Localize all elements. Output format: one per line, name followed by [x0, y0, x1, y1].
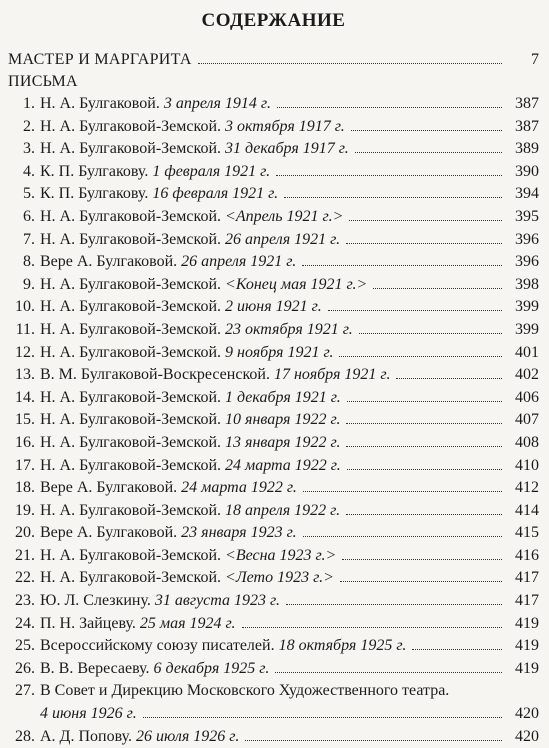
dot-leader [347, 401, 502, 402]
entry-recipient: К. П. Булгакову. [40, 162, 149, 180]
entry-number: 5. [23, 185, 35, 203]
dot-leader [303, 491, 502, 492]
entry-number: 3. [23, 140, 35, 158]
entry-number: 15. [15, 411, 35, 429]
entry-date: 1 декабря 1921 г. [225, 388, 341, 406]
entry-recipient: Н. А. Булгаковой-Земской. [40, 207, 222, 225]
entry-date: 31 декабря 1917 г. [225, 140, 349, 158]
page-number: 419 [515, 659, 539, 677]
list-item [8, 251, 539, 274]
entry-date: <Весна 1923 г.> [225, 546, 337, 564]
entry-number: 18. [15, 479, 35, 497]
list-item [8, 138, 539, 161]
entry-date: 10 января 1922 г. [225, 411, 341, 429]
entry-date: 3 апреля 1914 г. [163, 95, 271, 112]
page-title: СОДЕРЖАНИЕ [201, 10, 346, 31]
page-number: 399 [515, 320, 539, 338]
page-number: 390 [515, 162, 539, 180]
entry-date: 1 февраля 1921 г. [152, 162, 271, 180]
list-item [8, 229, 539, 252]
page-number: 389 [515, 140, 539, 158]
page-number: 417 [515, 592, 539, 610]
entry-number: 28. [15, 727, 35, 745]
entry-recipient: Вере А. Булгаковой. [40, 479, 178, 497]
list-item [8, 161, 539, 184]
entry-date: 26 апреля 1921 г. [225, 230, 341, 248]
entry-date: 25 мая 1924 г. [139, 614, 236, 632]
dot-leader [328, 310, 502, 311]
entry-number: 27. [15, 682, 35, 700]
dot-leader [302, 265, 502, 266]
list-item [8, 116, 539, 139]
list-item [8, 477, 539, 500]
entry-recipient: П. Н. Зайцеву. [40, 614, 136, 632]
entry-recipient: К. П. Булгакову. [40, 185, 149, 203]
dot-leader [373, 288, 502, 289]
list-item [8, 455, 539, 478]
entry-date: 31 августа 1923 г. [154, 592, 281, 610]
letters-list [8, 93, 539, 748]
section-title: ПИСЬМА [8, 73, 78, 90]
list-item [8, 635, 539, 658]
dot-leader [396, 378, 502, 379]
dot-leader [277, 107, 502, 108]
entry-number: 10. [15, 298, 35, 316]
list-item [8, 387, 539, 410]
entry-recipient: В Совет и Дирекцию Московского Художественного театра. [40, 682, 450, 700]
entry-date: 16 февраля 1921 г. [152, 185, 279, 203]
entry-date: 18 октября 1925 г. [278, 637, 407, 655]
page-number: 398 [515, 275, 539, 293]
entry-date: <Конец мая 1921 г.> [225, 275, 368, 293]
entry-recipient: Н. А. Булгаковой-Земской. [40, 411, 222, 429]
entry-date: 3 октября 1917 г. [225, 117, 345, 135]
list-item [8, 726, 539, 748]
entry-number: 25. [15, 637, 35, 655]
entry-date: 18 апреля 1922 г. [225, 501, 341, 519]
entry-date: 4 июня 1926 г. [40, 705, 137, 723]
entry-recipient: Н. А. Булгаковой-Земской. [40, 275, 222, 293]
dot-leader [346, 423, 502, 424]
page-number: 402 [515, 366, 539, 384]
dot-leader [339, 356, 502, 357]
list-item [8, 274, 539, 297]
list-item [8, 522, 539, 545]
page-number: 410 [515, 456, 539, 474]
dot-leader [351, 130, 502, 131]
entry-number: 4. [23, 162, 35, 180]
page-number: 407 [515, 411, 539, 429]
entry-date: 13 января 1922 г. [225, 433, 341, 451]
entry-date: 24 марта 1922 г. [181, 479, 297, 497]
page-number: 406 [515, 388, 539, 406]
entry-recipient: Н. А. Булгаковой-Земской. [40, 298, 222, 316]
dot-leader [242, 627, 502, 628]
page-number: 387 [515, 117, 539, 135]
section-master-and-margarita [8, 49, 539, 71]
entry-date: 6 декабря 1925 г. [153, 659, 270, 677]
entry-recipient: Н. А. Булгаковой-Земской. [40, 320, 222, 338]
entry-date: <Лето 1923 г.> [225, 569, 334, 587]
entry-recipient: Ю. Л. Слезкину. [40, 592, 151, 610]
entry-recipient: А. Д. Попову. [40, 727, 132, 745]
page-number: 387 [515, 95, 539, 112]
list-item [8, 545, 539, 568]
page-number: 414 [515, 501, 539, 519]
entry-number: 20. [15, 524, 35, 542]
entry-date: 24 марта 1922 г. [225, 456, 341, 474]
page-number: 394 [515, 185, 539, 203]
entry-recipient: Н. А. Булгаковой-Земской. [40, 388, 222, 406]
entry-date: 9 ноября 1921 г. [225, 343, 334, 361]
page-number: 408 [515, 433, 539, 451]
entry-number: 19. [15, 501, 35, 519]
entry-recipient: В. М. Булгаковой-Воскресенской. [40, 366, 270, 384]
entry-recipient: Вере А. Булгаковой. [40, 524, 178, 542]
section-title: МАСТЕР И МАРГАРИТА [8, 51, 192, 68]
dot-leader [275, 672, 502, 673]
entry-number: 26. [15, 659, 35, 677]
list-item [8, 342, 539, 365]
page-number: 417 [515, 569, 539, 587]
entry-date: 26 июля 1926 г. [136, 727, 240, 745]
entry-number: 22. [15, 569, 35, 587]
dot-leader [349, 220, 502, 221]
entry-date: 2 июня 1921 г. [225, 298, 322, 316]
entry-number: 11. [15, 320, 35, 338]
dot-leader [143, 717, 502, 718]
page-number: 415 [515, 524, 539, 542]
section-letters [8, 71, 539, 93]
page-number: 396 [515, 253, 539, 271]
page-number: 420 [515, 705, 539, 723]
list-item [8, 296, 539, 319]
entry-recipient: Всероссийскому союзу писателей. [40, 637, 275, 655]
entry-number: 1. [23, 95, 35, 112]
page-number: 419 [515, 614, 539, 632]
dot-leader [286, 604, 502, 605]
entry-number: 24. [15, 614, 35, 632]
entry-number: 8. [23, 253, 35, 271]
page-number: 401 [515, 343, 539, 361]
entry-date: 17 ноября 1921 г. [273, 366, 391, 384]
list-item [8, 409, 539, 432]
entry-recipient: Н. А. Булгаковой-Земской. [40, 343, 222, 361]
entry-number: 2. [23, 117, 35, 135]
entry-recipient: Н. А. Булгаковой-Земской. [40, 230, 222, 248]
list-item [8, 590, 539, 613]
list-item [8, 567, 539, 590]
entry-number: 16. [15, 433, 35, 451]
entry-recipient: В. В. Вересаеву. [40, 659, 150, 677]
entry-number: 14. [15, 388, 35, 406]
entry-date: 23 октября 1921 г. [225, 320, 353, 338]
list-item [8, 93, 539, 116]
entry-date: 23 января 1923 г. [181, 524, 297, 542]
entry-number: 7. [23, 230, 35, 248]
page-number: 420 [515, 727, 539, 745]
page-number: 7 [531, 51, 539, 68]
page-number: 396 [515, 230, 539, 248]
dot-leader [276, 175, 502, 176]
dot-leader [359, 333, 502, 334]
entry-recipient: Вере А. Булгаковой. [40, 253, 178, 271]
entry-date: 26 апреля 1921 г. [181, 253, 297, 271]
dot-leader [198, 63, 502, 64]
entry-number: 21. [15, 546, 35, 564]
list-item [8, 183, 539, 206]
list-item [8, 680, 539, 725]
entry-number: 12. [15, 343, 35, 361]
dot-leader [245, 740, 502, 741]
dot-leader [340, 581, 502, 582]
entry-recipient: Н. А. Булгаковой-Земской. [40, 456, 222, 474]
page-number: 399 [515, 298, 539, 316]
dot-leader [346, 243, 502, 244]
dot-leader [412, 649, 502, 650]
entry-recipient: Н. А. Булгаковой-Земской. [40, 117, 222, 135]
list-item [8, 432, 539, 455]
entry-recipient: Н. А. Булгаковой-Земской. [40, 569, 222, 587]
list-item [8, 658, 539, 681]
entry-recipient: Н. А. Булгаковой-Земской. [40, 546, 222, 564]
list-item [8, 319, 539, 342]
entry-number: 6. [23, 207, 35, 225]
page-number: 416 [515, 546, 539, 564]
page-number: 412 [515, 479, 539, 497]
list-item [8, 206, 539, 229]
page-number: 419 [515, 637, 539, 655]
dot-leader [347, 469, 502, 470]
page-number: 395 [515, 207, 539, 225]
dot-leader [284, 197, 502, 198]
list-item [8, 613, 539, 636]
entry-recipient: Н. А. Булгаковой-Земской. [40, 501, 222, 519]
entry-number: 17. [15, 456, 35, 474]
entry-date: <Апрель 1921 г.> [225, 207, 344, 225]
entry-recipient: Н. А. Булгаковой. [40, 95, 160, 112]
dot-leader [346, 446, 502, 447]
entry-number: 13. [15, 366, 35, 384]
entry-recipient: Н. А. Булгаковой-Земской. [40, 433, 222, 451]
entry-number: 9. [23, 275, 35, 293]
entry-number: 23. [15, 592, 35, 610]
list-item [8, 364, 539, 387]
dot-leader [355, 152, 502, 153]
dot-leader [346, 514, 502, 515]
dot-leader [342, 559, 502, 560]
list-item [8, 500, 539, 523]
dot-leader [303, 536, 502, 537]
entry-recipient: Н. А. Булгаковой-Земской. [40, 140, 222, 158]
